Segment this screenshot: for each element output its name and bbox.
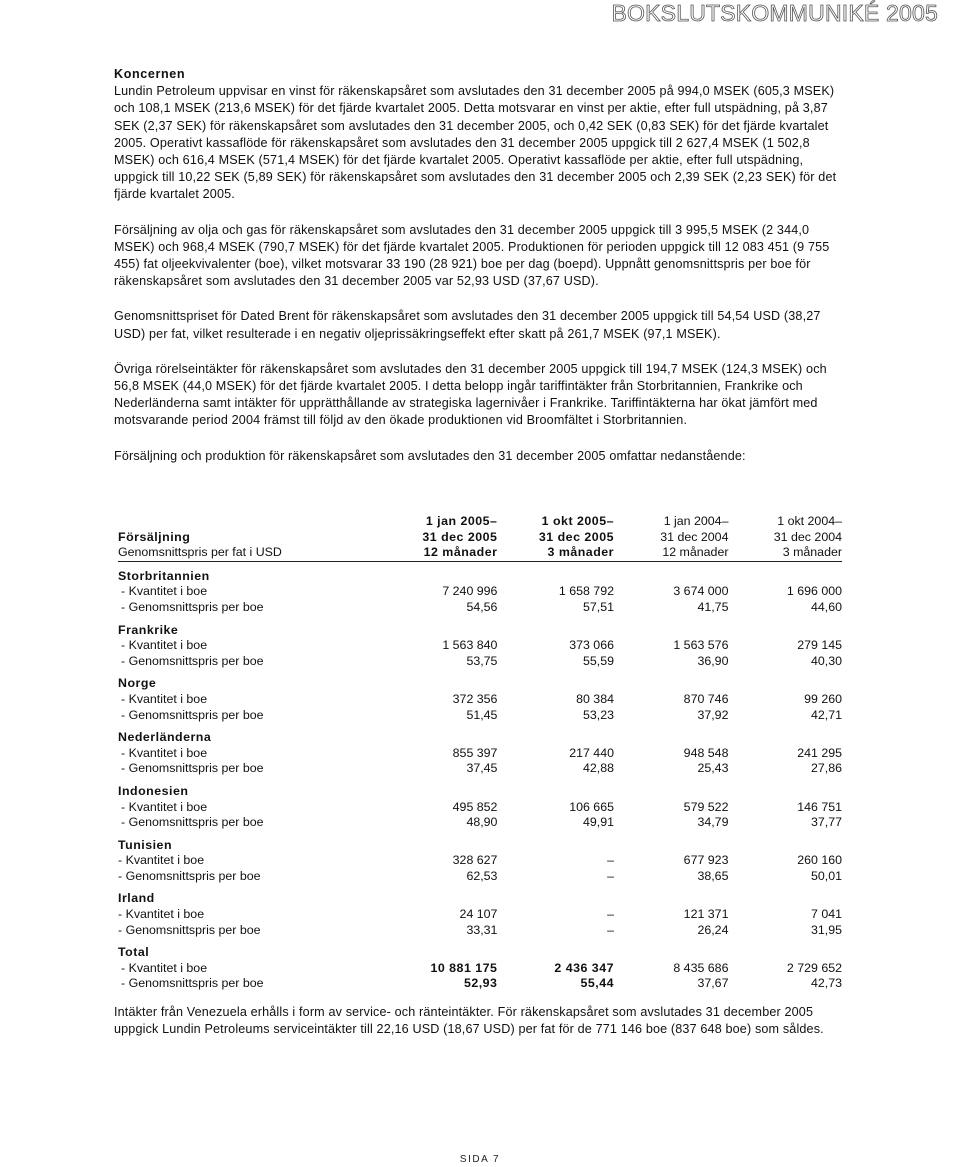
- table-row: - Kvantitet i boe 24 107 – 121 371 7 041: [118, 907, 842, 922]
- table-row: - Genomsnittspris per boe 33,31 – 26,24 31,95: [118, 922, 842, 937]
- header-cell: 1 okt 2005–: [541, 514, 614, 528]
- header-cell: 3 månader: [497, 545, 614, 561]
- section-title: Koncernen: [114, 67, 186, 81]
- header-cell: 12 månader: [614, 545, 728, 561]
- country-row: [118, 891, 842, 907]
- country-row: [118, 784, 842, 800]
- country-name: Tunisien: [118, 837, 173, 852]
- country-row: [118, 569, 842, 585]
- header-cell: 31 dec 2005: [538, 529, 614, 544]
- table-row: - Kvantitet i boe 372 356 80 384 870 746 99 260: [121, 691, 842, 706]
- table-header-row: [118, 545, 842, 561]
- header-cell: 31 dec 2005: [422, 529, 498, 544]
- country-row: [118, 676, 842, 692]
- country-name: Irland: [118, 891, 155, 906]
- total-row-title: [118, 945, 842, 961]
- header-cell: 1 jan 2004–: [663, 514, 729, 528]
- paragraph-brent: Genomsnittspriset för Dated Brent för räkenskapsåret som avslutades den 31 december 2005 uppgick till 54,54 USD (38,27 USD) per fat, vilket resulterade i en negativ oljeprissäkringseffekt efter skatt på 261,7 MSEK (97,1 MSEK).: [114, 309, 821, 341]
- table-row: - Genomsnittspris per boe 51,45 53,23 37,92 42,71: [121, 707, 842, 722]
- country-name: Norge: [118, 676, 157, 691]
- header-cell: 1 okt 2004–: [777, 514, 842, 528]
- paragraph-profit: Lundin Petroleum uppvisar en vinst för räkenskapsåret som avslutades den 31 december 2005 på 994,0 MSEK (605,3 MSEK) och 108,1 MSEK (213,6 MSEK) för det fjärde kvartalet 2005. Detta motsvarar en vinst per aktie, efter full utspädning, på 3,87 SEK (2,37 SEK) för räkenskapsåret som avslutades den 31 december 2005, och 0,42 SEK (0,83 SEK) för det fjärde kvartalet 2005. Operativt kassaflöde för räkenskapsåret som avslutades den 31 december 2005 uppgick till 2 627,4 MSEK (1 502,8 MSEK) och 616,4 MSEK (571,4 MSEK) för det fjärde kvartalet 2005. Operativt kassaflöde per aktie, efter full utspädning, uppgick till 10,22 SEK (5,89 SEK) för räkenskapsåret som avslutades den 31 december 2005 och 2,39 SEK (2,23 SEK) för det fjärde kvartalet 2005.: [114, 84, 837, 202]
- table-row: - Genomsnittspris per boe 53,75 55,59 36,90 40,30: [121, 653, 842, 668]
- table-row: - Genomsnittspris per boe 48,90 49,91 34,79 37,77: [121, 815, 842, 830]
- header-cell: 3 månader: [728, 545, 842, 561]
- paragraph-venezuela: Intäkter från Venezuela erhålls i form av service- och ränteintäkter. För räkenskapsåret som avslutades 31 december 2005 uppgick Lundin Petroleums serviceintäkter till 22,16 USD (18,67 USD) per fat för de 771 146 boe (837 648 boe) som såldes.: [114, 1004, 824, 1037]
- table-row: - Kvantitet i boe 855 397 217 440 948 548 241 295: [121, 745, 842, 760]
- country-name: Frankrike: [118, 622, 179, 637]
- header-cell: Genomsnittspris per fat i USD: [118, 545, 380, 561]
- country-name: Nederländerna: [118, 730, 212, 745]
- sales-production-table: [118, 514, 842, 992]
- main-content: [114, 66, 844, 483]
- country-row: [118, 623, 842, 639]
- table-row-total: - Genomsnittspris per boe 52,93 55,44 37,67 42,73: [121, 976, 842, 991]
- table-row: - Genomsnittspris per boe 54,56 57,51 41,75 44,60: [121, 599, 842, 614]
- table-row: - Kvantitet i boe 495 852 106 665 579 522 146 751: [121, 799, 842, 814]
- header-cell: 1 jan 2005–: [425, 514, 498, 528]
- table-header-row: [118, 530, 842, 546]
- table-header-row: [118, 514, 842, 530]
- header-cell: 12 månader: [380, 545, 498, 561]
- country-row: [118, 730, 842, 746]
- table-row: - Genomsnittspris per boe 37,45 42,88 25,43 27,86: [121, 761, 842, 776]
- header-cell: 31 dec 2004: [660, 529, 729, 544]
- table-row: - Genomsnittspris per boe 62,53 – 38,65 50,01: [118, 868, 842, 883]
- paragraph-other-income: Övriga rörelseintäkter för räkenskapsåret som avslutades den 31 december 2005 uppgick till 194,7 MSEK (124,3 MSEK) och 56,8 MSEK (44,0 MSEK) för det fjärde kvartalet 2005. I detta belopp ingår tariffintäkter från Storbritannien, Frankrike och Nederländerna samt intäkter för upprätthållande av strategiska lagernivåer i Frankrike. Tariffintäkterna har ökat jämfört med motsvarande period 2004 främst till följd av den ökade produktionen vid Broomfältet i Storbritannien.: [114, 361, 827, 428]
- header-cell: 31 dec 2004: [773, 529, 842, 544]
- header-cell: Försäljning: [118, 529, 191, 544]
- page-number: SIDA 7: [459, 1154, 501, 1165]
- country-row: [118, 838, 842, 854]
- table-row: - Kvantitet i boe 1 563 840 373 066 1 563 576 279 145: [121, 638, 842, 653]
- document-header-title: BOKSLUTSKOMMUNIKÉ 2005: [611, 0, 938, 26]
- table-row: - Kvantitet i boe 7 240 996 1 658 792 3 674 000 1 696 000: [121, 584, 842, 599]
- table-row: - Kvantitet i boe 328 627 – 677 923 260 160: [118, 853, 842, 868]
- table-row-total: - Kvantitet i boe 10 881 175 2 436 347 8 435 686 2 729 652: [121, 960, 842, 975]
- country-name: Total: [118, 945, 150, 960]
- paragraph-sales: Försäljning av olja och gas för räkenskapsåret som avslutades den 31 december 2005 uppgick till 3 995,5 MSEK (2 344,0 MSEK) och 968,4 MSEK (790,7 MSEK) för det fjärde kvartalet 2005. Produktionen för perioden uppgick till 12 083 451 (9 755 455) fat oljeekvivalenter (boe), vilket motsvarar 33 190 (28 921) boe per dag (boepd). Uppnått genomsnittspris per boe för räkenskapsåret som avslutades den 31 december 2005 var 52,93 USD (37,67 USD).: [114, 222, 830, 289]
- country-name: Indonesien: [118, 783, 189, 798]
- country-name: Storbritannien: [118, 568, 210, 583]
- paragraph-table-intro: Försäljning och produktion för räkenskapsåret som avslutades den 31 december 2005 omfattar nedanstående:: [114, 448, 746, 463]
